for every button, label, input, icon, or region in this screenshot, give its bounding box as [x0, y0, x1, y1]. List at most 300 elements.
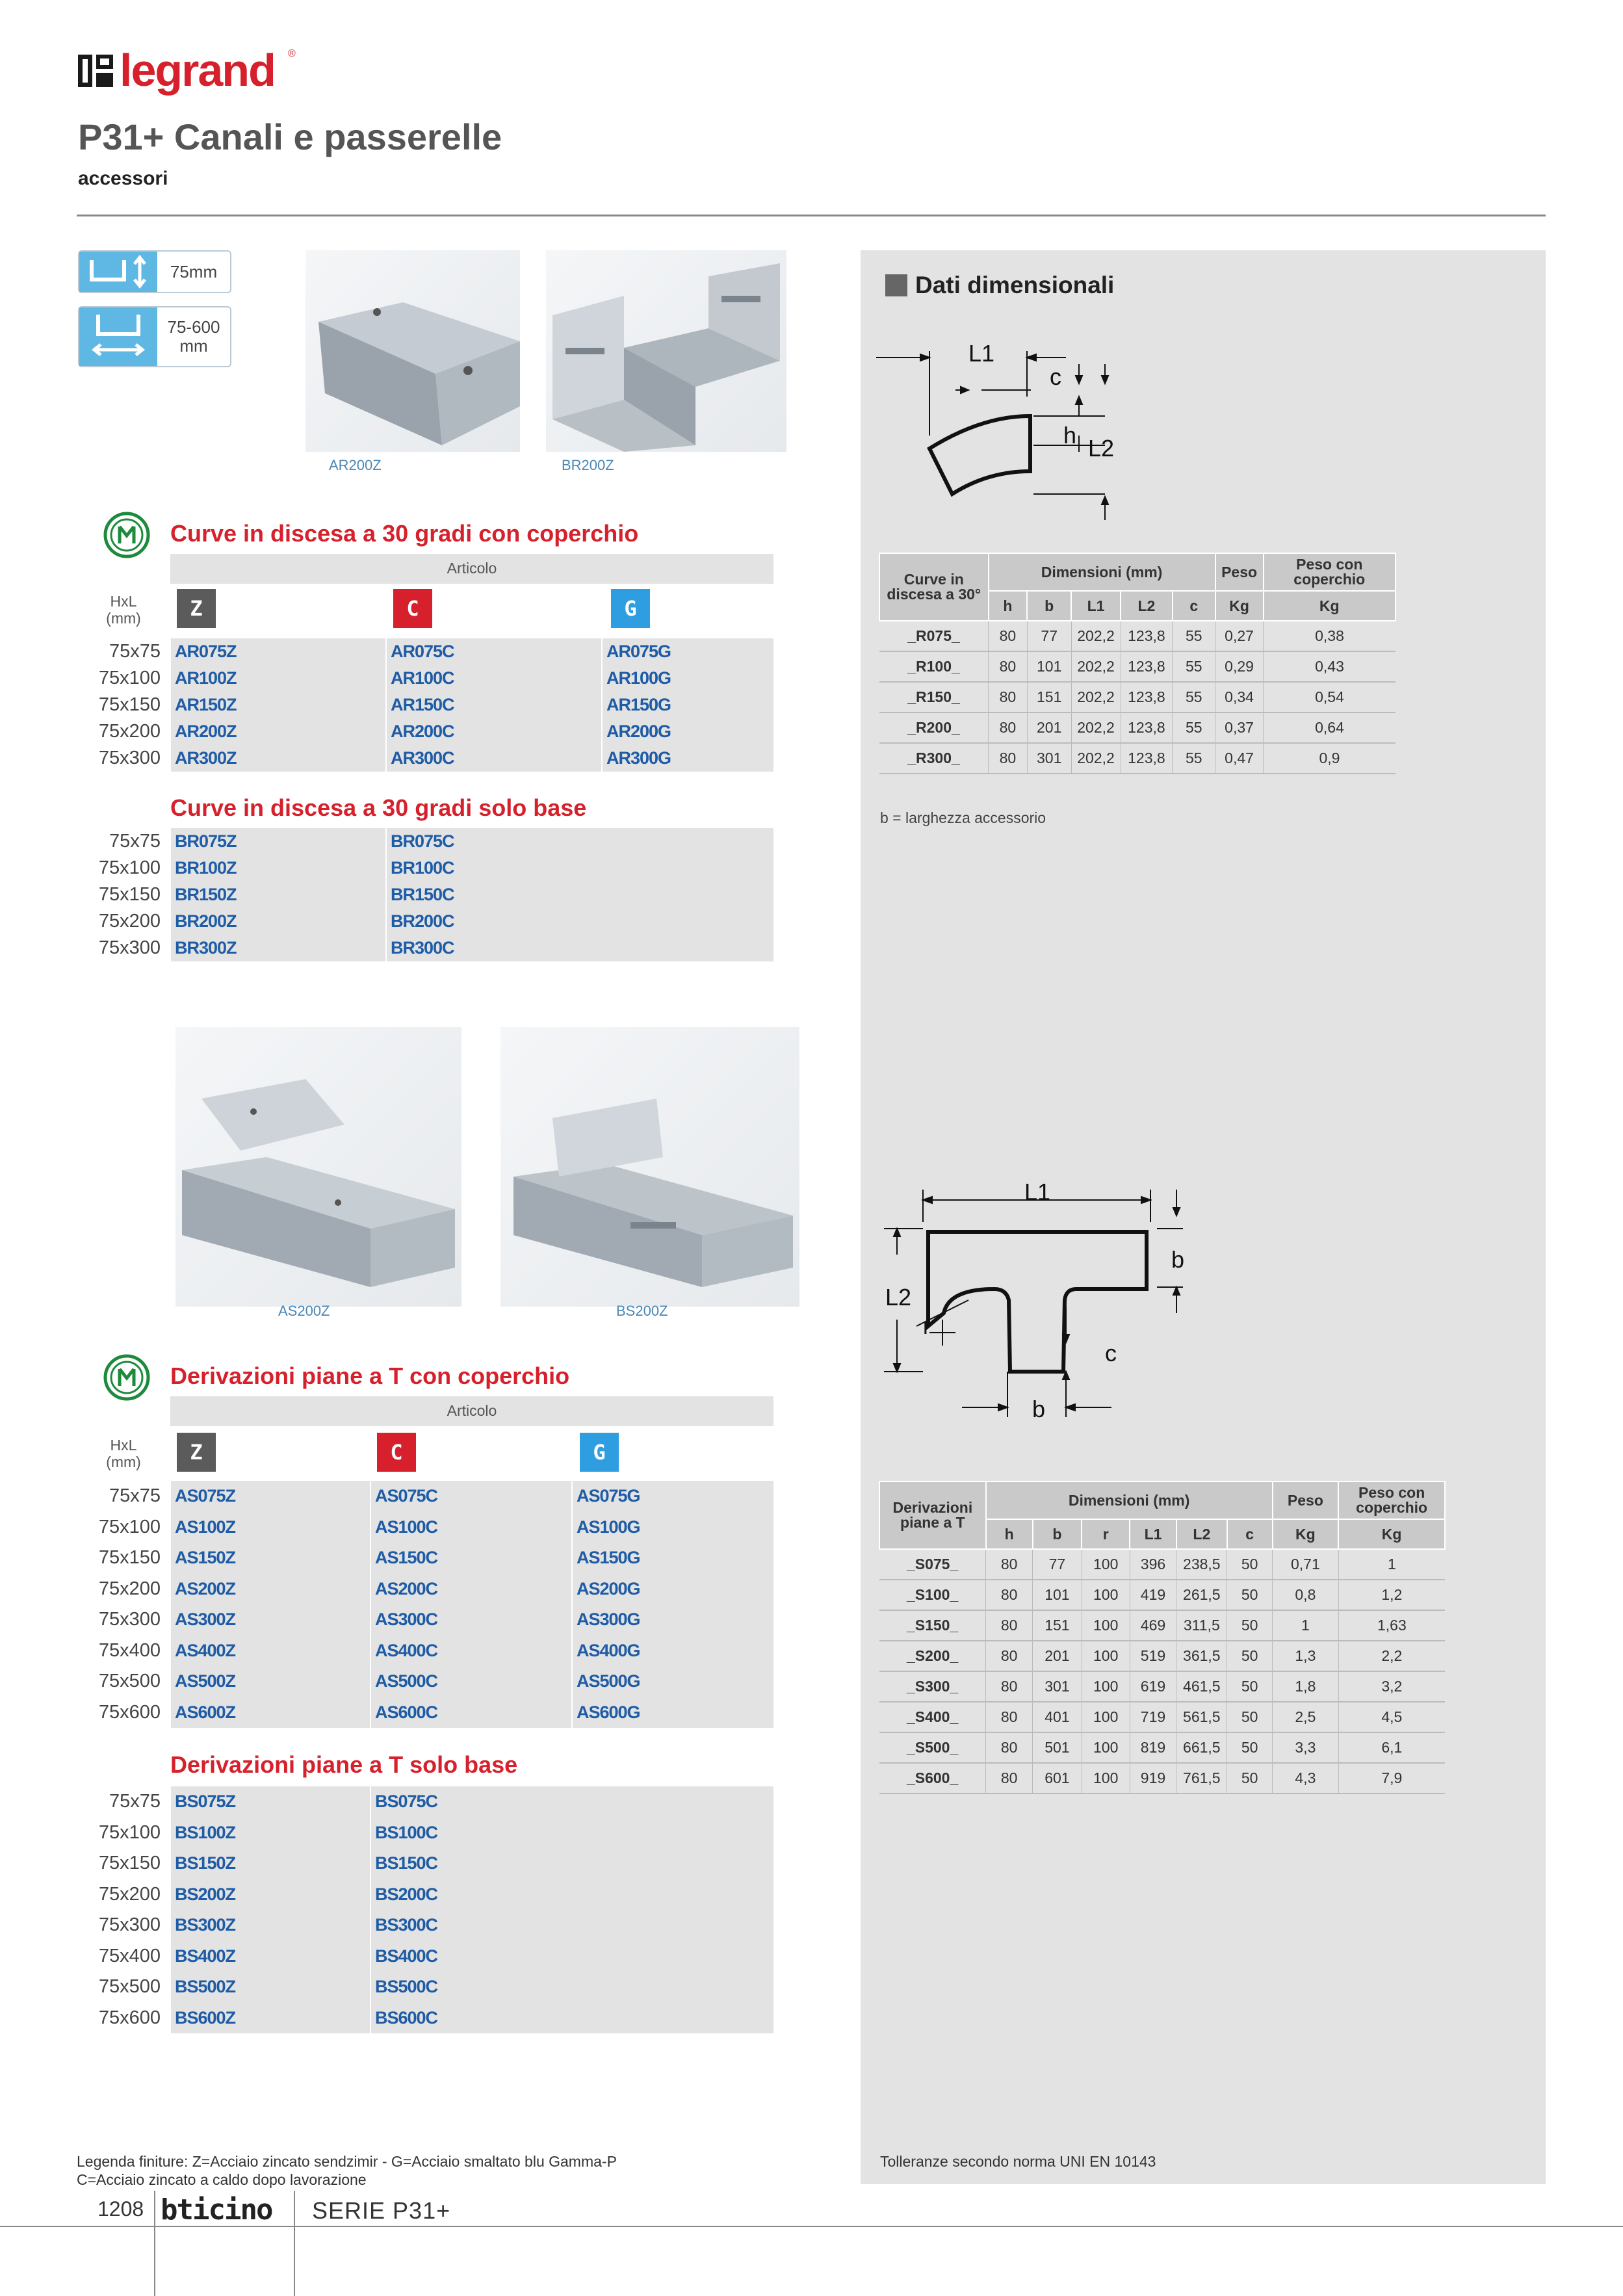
size-cell: 75x300: [77, 745, 170, 772]
tolerance-note: Tolleranze secondo norma UNI EN 10143: [880, 2153, 1156, 2170]
value-cell: 719: [1130, 1702, 1176, 1732]
section-title-bs: Derivazioni piane a T solo base: [170, 1751, 518, 1778]
value-cell: 201: [1033, 1641, 1082, 1671]
value-cell: 80: [986, 1702, 1033, 1732]
article-code: AS150Z: [170, 1543, 370, 1574]
product-image-ar200z: [305, 250, 520, 452]
row-label: _S150_: [879, 1610, 986, 1641]
hxl-label: [84, 593, 162, 627]
value-cell: 0,8: [1273, 1580, 1339, 1610]
article-code: BR150Z: [170, 881, 386, 908]
page-number: 1208: [97, 2197, 144, 2221]
table-row: [879, 682, 1396, 712]
table-row: [77, 828, 773, 855]
article-code: AS500C: [370, 1666, 572, 1697]
value-cell: 202,2: [1071, 743, 1121, 774]
row-label: _R075_: [879, 621, 989, 651]
table-row: [77, 855, 773, 881]
value-cell: 919: [1130, 1763, 1176, 1794]
value-cell: 0,37: [1215, 712, 1264, 743]
row-label: _R200_: [879, 712, 989, 743]
size-cell: 75x100: [77, 1818, 170, 1849]
article-code: AS150C: [370, 1543, 572, 1574]
dim-c: c: [1050, 363, 1061, 390]
article-code: AS100Z: [170, 1512, 370, 1543]
size-cell: 75x100: [77, 1512, 170, 1543]
peso-cop-header: Peso con coperchio: [1338, 1481, 1445, 1519]
article-code: AR150Z: [170, 692, 386, 718]
value-cell: 4,3: [1273, 1763, 1339, 1794]
section-title-as: Derivazioni piane a T con coperchio: [170, 1363, 570, 1389]
dim-t-b-top: b: [1171, 1246, 1185, 1273]
value-cell: 0,47: [1215, 743, 1264, 774]
column-header: L1: [1130, 1519, 1176, 1549]
value-cell: 619: [1130, 1671, 1176, 1702]
legend-line-2: C=Acciaio zincato a caldo dopo lavorazione: [77, 2171, 367, 2188]
value-cell: 1: [1338, 1549, 1445, 1580]
size-cell: 75x300: [77, 1604, 170, 1636]
column-header: L2: [1121, 591, 1173, 621]
article-code: BS075Z: [170, 1786, 370, 1818]
article-code: AS200Z: [170, 1574, 370, 1605]
size-cell: 75x200: [77, 1574, 170, 1605]
article-code: AS600G: [572, 1697, 773, 1729]
article-code: BS200C: [370, 1879, 773, 1911]
group-header: Dimensioni (mm): [986, 1481, 1273, 1519]
tee-dimension-diagram: [871, 1177, 1209, 1437]
value-cell: 301: [1027, 743, 1071, 774]
peso-cop-header: Peso con coperchio: [1264, 553, 1396, 591]
finish-g-badge: G: [611, 589, 650, 628]
legrand-mark-icon: [77, 52, 114, 90]
value-cell: 202,2: [1071, 651, 1121, 682]
hxl-text: HxL: [110, 1437, 137, 1454]
article-code: AS600Z: [170, 1697, 370, 1729]
article-code: AR300G: [602, 745, 773, 772]
mm-text: (mm): [106, 610, 141, 627]
value-cell: 55: [1173, 712, 1215, 743]
footer-vline: [294, 2191, 295, 2296]
table-row: [77, 692, 773, 718]
br-code-table: [77, 828, 773, 961]
size-cell: 75x200: [77, 908, 170, 935]
article-code: BS200Z: [170, 1879, 370, 1911]
row-label: _S100_: [879, 1580, 986, 1610]
article-code: AS100C: [370, 1512, 572, 1543]
value-cell: 123,8: [1121, 712, 1173, 743]
table-row: [879, 1732, 1445, 1763]
value-cell: 80: [986, 1763, 1033, 1794]
value-cell: 1: [1273, 1610, 1339, 1641]
value-cell: 80: [986, 1610, 1033, 1641]
article-code: AS400G: [572, 1636, 773, 1667]
value-cell: 100: [1082, 1702, 1130, 1732]
article-code: AR075C: [386, 638, 602, 665]
article-code: BS075C: [370, 1786, 773, 1818]
value-cell: 2,5: [1273, 1702, 1339, 1732]
article-code: AS075G: [572, 1481, 773, 1512]
article-code: AR150G: [602, 692, 773, 718]
dim-l2: L2: [1088, 435, 1115, 462]
article-code: BS500C: [370, 1972, 773, 2003]
column-header: b: [1027, 591, 1071, 621]
bs-code-table: [77, 1786, 773, 2033]
table-row: [77, 1666, 773, 1697]
page-title: P31+ Canali e passerelle: [78, 116, 502, 157]
table-row: [879, 621, 1396, 651]
article-code: BS400Z: [170, 1941, 370, 1972]
value-cell: 761,5: [1176, 1763, 1227, 1794]
size-cell: 75x400: [77, 1941, 170, 1972]
value-cell: 3,3: [1273, 1732, 1339, 1763]
article-code: BS500Z: [170, 1972, 370, 2003]
table-row: [77, 665, 773, 692]
value-cell: 0,64: [1264, 712, 1396, 743]
table-row: [77, 1941, 773, 1972]
column-header: Kg: [1273, 1519, 1339, 1549]
table-row: [879, 1580, 1445, 1610]
value-cell: 311,5: [1176, 1610, 1227, 1641]
row-label: _R100_: [879, 651, 989, 682]
value-cell: 1,63: [1338, 1610, 1445, 1641]
value-cell: 80: [986, 1549, 1033, 1580]
size-cell: 75x150: [77, 881, 170, 908]
value-cell: 261,5: [1176, 1580, 1227, 1610]
table-row: [77, 1574, 773, 1605]
row-header: Curve in discesa a 30°: [879, 553, 989, 621]
table-row: [77, 1543, 773, 1574]
dim-l1: L1: [968, 340, 995, 367]
value-cell: 80: [989, 712, 1028, 743]
value-cell: 100: [1082, 1580, 1130, 1610]
page-subtitle: accessori: [78, 168, 168, 189]
hxl-text: HxL: [110, 593, 137, 610]
size-cell: 75x500: [77, 1666, 170, 1697]
value-cell: 0,27: [1215, 621, 1264, 651]
table-row: [879, 1610, 1445, 1641]
value-cell: 123,8: [1121, 743, 1173, 774]
table-row: [77, 638, 773, 665]
dim-t-l1: L1: [1024, 1179, 1051, 1205]
value-cell: 80: [986, 1671, 1033, 1702]
table-row: [77, 1512, 773, 1543]
value-cell: 50: [1227, 1702, 1273, 1732]
value-cell: 419: [1130, 1580, 1176, 1610]
value-cell: 77: [1033, 1549, 1082, 1580]
size-cell: 75x75: [77, 828, 170, 855]
article-code: AR200G: [602, 718, 773, 745]
width-badge: [78, 306, 231, 367]
value-cell: 2,2: [1338, 1641, 1445, 1671]
row-label: _R150_: [879, 682, 989, 712]
value-cell: 123,8: [1121, 651, 1173, 682]
articolo-bar: Articolo: [170, 554, 773, 584]
value-cell: 77: [1027, 621, 1071, 651]
value-cell: 123,8: [1121, 682, 1173, 712]
value-cell: 361,5: [1176, 1641, 1227, 1671]
finish-g-badge: G: [580, 1433, 619, 1472]
value-cell: 1,8: [1273, 1671, 1339, 1702]
hxl-label: [84, 1437, 162, 1471]
certification-icon: [103, 1353, 151, 1402]
caption-bs200z: BS200Z: [616, 1303, 668, 1319]
article-code: BS100C: [370, 1818, 773, 1849]
table-row: [77, 1786, 773, 1818]
value-cell: 4,5: [1338, 1702, 1445, 1732]
dim-t-b-bottom: b: [1032, 1396, 1046, 1422]
section-title-ar: Curve in discesa a 30 gradi con coperchio: [170, 520, 639, 547]
title-square-icon: [885, 274, 907, 296]
article-code: AS500Z: [170, 1666, 370, 1697]
finish-z-badge: Z: [177, 589, 216, 628]
article-code: BS600Z: [170, 2003, 370, 2034]
article-code: AS400C: [370, 1636, 572, 1667]
curve-dimension-diagram: [871, 338, 1144, 520]
article-code: AR075G: [602, 638, 773, 665]
serie-label: SERIE P31+: [312, 2197, 451, 2224]
column-header: Kg: [1264, 591, 1396, 621]
article-code: AS075C: [370, 1481, 572, 1512]
finish-z-badge: Z: [177, 1433, 216, 1472]
value-cell: 0,38: [1264, 621, 1396, 651]
article-code: AR300C: [386, 745, 602, 772]
caption-as200z: AS200Z: [278, 1303, 330, 1319]
table-row: [879, 1671, 1445, 1702]
size-cell: 75x150: [77, 692, 170, 718]
size-cell: 75x400: [77, 1636, 170, 1667]
value-cell: 661,5: [1176, 1732, 1227, 1763]
tee-dimensions-table: [879, 1481, 1446, 1794]
value-cell: 0,34: [1215, 682, 1264, 712]
column-header: Kg: [1215, 591, 1264, 621]
size-cell: 75x500: [77, 1972, 170, 2003]
table-row: [77, 1818, 773, 1849]
value-cell: 151: [1033, 1610, 1082, 1641]
article-code: AS600C: [370, 1697, 572, 1729]
size-cell: 75x600: [77, 2003, 170, 2034]
table-row: [879, 1549, 1445, 1580]
ar-code-table: [77, 638, 773, 772]
mm-text: (mm): [106, 1454, 141, 1471]
table-row: [77, 908, 773, 935]
bticino-logo: [161, 2193, 291, 2226]
column-header: r: [1082, 1519, 1130, 1549]
value-cell: 1,3: [1273, 1641, 1339, 1671]
value-cell: 80: [989, 743, 1028, 774]
article-code: AS300Z: [170, 1604, 370, 1636]
article-code: AS200G: [572, 1574, 773, 1605]
product-image-bs200z: [500, 1027, 799, 1307]
value-cell: 50: [1227, 1580, 1273, 1610]
value-cell: 123,8: [1121, 621, 1173, 651]
finish-c-badge: C: [393, 589, 432, 628]
size-cell: 75x150: [77, 1848, 170, 1879]
value-cell: 55: [1173, 682, 1215, 712]
size-cell: 75x100: [77, 665, 170, 692]
section-title-br: Curve in discesa a 30 gradi solo base: [170, 794, 587, 821]
legrand-wordmark: legrand: [120, 45, 275, 96]
table-row: [77, 718, 773, 745]
dim-t-l2: L2: [885, 1284, 912, 1311]
size-cell: 75x75: [77, 1481, 170, 1512]
table-row: [77, 881, 773, 908]
value-cell: 519: [1130, 1641, 1176, 1671]
size-cell: 75x200: [77, 1879, 170, 1911]
row-label: _S400_: [879, 1702, 986, 1732]
article-code: BR150C: [386, 881, 773, 908]
value-cell: 501: [1033, 1732, 1082, 1763]
article-code: BS400C: [370, 1941, 773, 1972]
value-cell: 50: [1227, 1610, 1273, 1641]
articolo-bar: Articolo: [170, 1396, 773, 1426]
peso-header: Peso: [1273, 1481, 1339, 1519]
legrand-logo: [77, 45, 311, 101]
table-row: [77, 1910, 773, 1941]
value-cell: 55: [1173, 651, 1215, 682]
value-cell: 0,71: [1273, 1549, 1339, 1580]
article-code: AS200C: [370, 1574, 572, 1605]
height-value: 75mm: [170, 261, 218, 281]
article-code: BS300C: [370, 1910, 773, 1941]
article-code: BR100Z: [170, 855, 386, 881]
article-code: BS150Z: [170, 1848, 370, 1879]
column-header: L2: [1176, 1519, 1227, 1549]
article-code: AR300Z: [170, 745, 386, 772]
table-row: [77, 2003, 773, 2034]
article-code: AS075Z: [170, 1481, 370, 1512]
article-code: BR300Z: [170, 935, 386, 961]
value-cell: 101: [1027, 651, 1071, 682]
table-row: [879, 1702, 1445, 1732]
value-cell: 50: [1227, 1641, 1273, 1671]
table-row: [77, 1848, 773, 1879]
column-header: h: [989, 591, 1028, 621]
row-label: _R300_: [879, 743, 989, 774]
value-cell: 0,9: [1264, 743, 1396, 774]
value-cell: 0,29: [1215, 651, 1264, 682]
table-row: [879, 743, 1396, 774]
row-label: _S075_: [879, 1549, 986, 1580]
caption-br200z: BR200Z: [562, 457, 614, 473]
note-b: b = larghezza accessorio: [880, 809, 1046, 826]
bticino-wordmark: bticino: [161, 2193, 272, 2226]
size-cell: 75x300: [77, 935, 170, 961]
table-row: [879, 1641, 1445, 1671]
height-icon: [79, 252, 157, 292]
curve-dimensions-table: [879, 553, 1396, 774]
column-header: c: [1227, 1519, 1273, 1549]
value-cell: 819: [1130, 1732, 1176, 1763]
value-cell: 100: [1082, 1671, 1130, 1702]
article-code: AR150C: [386, 692, 602, 718]
value-cell: 80: [986, 1732, 1033, 1763]
as-code-table: [77, 1481, 773, 1728]
dati-title: [885, 272, 1114, 299]
table-row: [77, 1697, 773, 1729]
value-cell: 201: [1027, 712, 1071, 743]
header-divider: [77, 215, 1546, 216]
value-cell: 50: [1227, 1671, 1273, 1702]
size-cell: 75x600: [77, 1697, 170, 1729]
table-row: [77, 1636, 773, 1667]
value-cell: 55: [1173, 621, 1215, 651]
article-code: AS100G: [572, 1512, 773, 1543]
value-cell: 55: [1173, 743, 1215, 774]
column-header: L1: [1071, 591, 1121, 621]
table-row: [77, 1604, 773, 1636]
article-code: AS400Z: [170, 1636, 370, 1667]
value-cell: 0,54: [1264, 682, 1396, 712]
product-image-br200z: [546, 250, 786, 452]
dim-t-c: c: [1105, 1340, 1117, 1366]
article-code: BR200C: [386, 908, 773, 935]
value-cell: 100: [1082, 1549, 1130, 1580]
article-code: AR075Z: [170, 638, 386, 665]
article-code: AS500G: [572, 1666, 773, 1697]
table-row: [77, 1481, 773, 1512]
table-row: [879, 1763, 1445, 1794]
footer-vline: [154, 2191, 155, 2296]
table-row: [77, 1972, 773, 2003]
size-cell: 75x300: [77, 1910, 170, 1941]
column-header: c: [1173, 591, 1215, 621]
dim-t-r: r: [923, 1314, 931, 1339]
article-code: BR075Z: [170, 828, 386, 855]
column-header: b: [1033, 1519, 1082, 1549]
article-code: AR100Z: [170, 665, 386, 692]
certification-icon: [103, 511, 151, 559]
row-label: _S300_: [879, 1671, 986, 1702]
value-cell: 202,2: [1071, 712, 1121, 743]
finish-c-badge: C: [377, 1433, 416, 1472]
value-cell: 151: [1027, 682, 1071, 712]
value-cell: 301: [1033, 1671, 1082, 1702]
article-code: AS300G: [572, 1604, 773, 1636]
table-row: [879, 712, 1396, 743]
value-cell: 100: [1082, 1610, 1130, 1641]
row-label: _S200_: [879, 1641, 986, 1671]
table-row: [879, 651, 1396, 682]
value-cell: 3,2: [1338, 1671, 1445, 1702]
article-code: BS300Z: [170, 1910, 370, 1941]
value-cell: 0,43: [1264, 651, 1396, 682]
value-cell: 80: [989, 621, 1028, 651]
size-cell: 75x200: [77, 718, 170, 745]
article-code: BR200Z: [170, 908, 386, 935]
size-cell: 75x75: [77, 1786, 170, 1818]
value-cell: 396: [1130, 1549, 1176, 1580]
dati-title-text: Dati dimensionali: [915, 272, 1115, 298]
article-code: AR200Z: [170, 718, 386, 745]
table-row: [77, 935, 773, 961]
value-cell: 50: [1227, 1732, 1273, 1763]
caption-ar200z: AR200Z: [329, 457, 382, 473]
size-cell: 75x150: [77, 1543, 170, 1574]
registered-mark: ®: [288, 48, 296, 59]
size-cell: 75x100: [77, 855, 170, 881]
row-header: Derivazioni piane a T: [879, 1481, 986, 1549]
article-code: AS150G: [572, 1543, 773, 1574]
value-cell: 100: [1082, 1641, 1130, 1671]
peso-header: Peso: [1215, 553, 1264, 591]
value-cell: 80: [989, 682, 1028, 712]
width-value: 75-600 mm: [167, 317, 220, 356]
value-cell: 461,5: [1176, 1671, 1227, 1702]
table-row: [77, 1879, 773, 1911]
article-code: BS600C: [370, 2003, 773, 2034]
value-cell: 202,2: [1071, 682, 1121, 712]
value-cell: 100: [1082, 1763, 1130, 1794]
